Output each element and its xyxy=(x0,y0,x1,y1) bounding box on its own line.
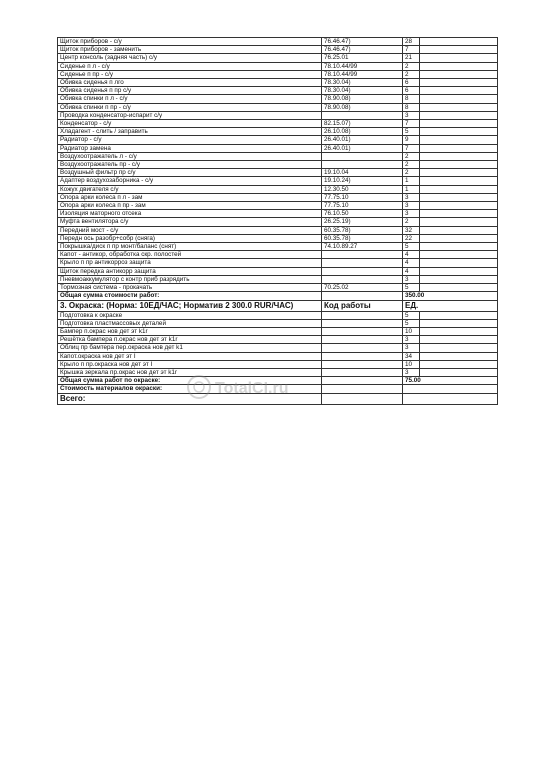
table-row xyxy=(58,103,498,111)
table-row xyxy=(58,267,498,275)
work-name-cell: Капот - антикор, обработка скр. полостей xyxy=(58,251,322,259)
work-units-cell: 2 xyxy=(403,169,420,177)
work-code-cell: 12.30.50 xyxy=(322,185,403,193)
watermark-text: TotalCI.ru xyxy=(215,380,289,397)
table-row xyxy=(58,161,498,169)
work-code-cell xyxy=(322,311,403,319)
work-name-cell: Подготовка пластмассовых деталей xyxy=(58,319,322,327)
work-extra-cell xyxy=(420,202,498,210)
paint-row xyxy=(58,368,498,376)
work-extra-cell xyxy=(420,368,498,376)
work-extra-cell xyxy=(420,284,498,292)
work-name-cell: Обивка сиденья п лго xyxy=(58,79,322,87)
work-extra-cell xyxy=(420,103,498,111)
work-units-cell: 2 xyxy=(403,152,420,160)
work-code-cell: 60.35.78) xyxy=(322,234,403,242)
work-name-cell: Пневмоаккумулятор с контр приб разрядить xyxy=(58,275,322,283)
work-extra-cell xyxy=(420,79,498,87)
work-code-cell: 78.90.08) xyxy=(322,103,403,111)
table-row xyxy=(58,193,498,201)
work-name-cell: Центр консоль (задняя часть) с/у xyxy=(58,54,322,62)
work-name-cell: Радиатор - с/у xyxy=(58,136,322,144)
grand-total-row xyxy=(58,393,498,404)
materials-row xyxy=(58,385,498,393)
work-extra-cell xyxy=(420,251,498,259)
table-row xyxy=(58,152,498,160)
work-name-cell: Воздушный фильтр пр с/у xyxy=(58,169,322,177)
work-name-cell: Обивка сиденья п пр с/у xyxy=(58,87,322,95)
materials-value xyxy=(403,385,498,393)
work-units-cell: 10 xyxy=(403,327,420,335)
work-units-cell: 3 xyxy=(403,210,420,218)
work-code-cell: 78.10.44/99 xyxy=(322,70,403,78)
work-extra-cell xyxy=(420,193,498,201)
table-row xyxy=(58,46,498,54)
work-name-cell: Изоляция маторного отсека xyxy=(58,210,322,218)
work-name-cell: Облиц пр бамтера пер.окраска нов дет k1 xyxy=(58,344,322,352)
work-units-cell: 3 xyxy=(403,111,420,119)
work-name-cell: Проводка конденсатор-испарит с/у xyxy=(58,111,322,119)
work-extra-cell xyxy=(420,161,498,169)
work-code-cell: 77.75.10 xyxy=(322,202,403,210)
work-code-cell xyxy=(322,336,403,344)
work-units-cell: 8 xyxy=(403,103,420,111)
work-code-cell: 76.25.01 xyxy=(322,54,403,62)
work-extra-cell xyxy=(420,267,498,275)
table-row xyxy=(58,54,498,62)
work-code-cell xyxy=(322,251,403,259)
work-name-cell: Опора арки колеса п л - зам xyxy=(58,193,322,201)
table-row xyxy=(58,70,498,78)
work-extra-cell xyxy=(420,152,498,160)
work-name-cell: Обивка спинки п л - с/у xyxy=(58,95,322,103)
work-units-cell: 7 xyxy=(403,46,420,54)
work-extra-cell xyxy=(420,95,498,103)
work-extra-cell xyxy=(420,275,498,283)
work-units-cell: 1 xyxy=(403,177,420,185)
works-table xyxy=(57,37,498,405)
work-code-cell xyxy=(322,111,403,119)
table-row xyxy=(58,202,498,210)
work-code-cell: 74.10.89.27 xyxy=(322,243,403,251)
table-row xyxy=(58,185,498,193)
table-row xyxy=(58,243,498,251)
work-name-cell: Крыло п пр антикорроз защита xyxy=(58,259,322,267)
work-units-cell: 3 xyxy=(403,336,420,344)
work-name-cell: Воздухоотражатель л - с/у xyxy=(58,152,322,160)
work-code-cell xyxy=(322,344,403,352)
work-extra-cell xyxy=(420,234,498,242)
work-code-cell: 76.46.47) xyxy=(322,46,403,54)
work-units-cell: 5 xyxy=(403,319,420,327)
paint-row xyxy=(58,336,498,344)
work-name-cell: Бампер п.окрас нов дет эт k1r xyxy=(58,327,322,335)
work-units-cell: 6 xyxy=(403,87,420,95)
table-row xyxy=(58,275,498,283)
work-units-cell: 2 xyxy=(403,218,420,226)
total-works-row xyxy=(58,292,498,300)
work-units-cell: 3 xyxy=(403,193,420,201)
work-extra-cell xyxy=(420,46,498,54)
table-row xyxy=(58,87,498,95)
total-works-value: 350.00 xyxy=(403,292,498,300)
work-code-cell xyxy=(322,360,403,368)
work-units-cell: 5 xyxy=(403,128,420,136)
table-row xyxy=(58,234,498,242)
work-extra-cell xyxy=(420,144,498,152)
work-code-cell xyxy=(322,352,403,360)
work-extra-cell xyxy=(420,136,498,144)
table-row xyxy=(58,210,498,218)
paint-total-row xyxy=(58,377,498,385)
work-name-cell: Передн ось разобр+собр (сняга) xyxy=(58,234,322,242)
grand-total-value xyxy=(403,393,498,404)
table-row xyxy=(58,259,498,267)
work-code-cell: 78.30.04) xyxy=(322,87,403,95)
work-extra-cell xyxy=(420,352,498,360)
work-code-cell: 70.25.02 xyxy=(322,284,403,292)
work-units-cell: 4 xyxy=(403,267,420,275)
work-code-cell: 78.30.04) xyxy=(322,79,403,87)
work-extra-cell xyxy=(420,319,498,327)
work-units-cell: 9 xyxy=(403,136,420,144)
work-units-cell: 4 xyxy=(403,259,420,267)
paint-row xyxy=(58,319,498,327)
work-code-cell: 76.10.50 xyxy=(322,210,403,218)
work-code-cell xyxy=(322,259,403,267)
work-code-cell: 82.15.07) xyxy=(322,120,403,128)
work-name-cell: Опора арки колеса п пр - зам xyxy=(58,202,322,210)
work-units-cell: 10 xyxy=(403,360,420,368)
work-extra-cell xyxy=(420,259,498,267)
work-extra-cell xyxy=(420,311,498,319)
paint-row xyxy=(58,327,498,335)
work-extra-cell xyxy=(420,87,498,95)
work-extra-cell xyxy=(420,54,498,62)
work-name-cell: Покрышка/диск п пр монт/баланс (снят) xyxy=(58,243,322,251)
work-units-cell: 3 xyxy=(403,344,420,352)
work-name-cell: Радиатор замена xyxy=(58,144,322,152)
work-extra-cell xyxy=(420,185,498,193)
table-row xyxy=(58,120,498,128)
work-code-cell: 26.40.01) xyxy=(322,136,403,144)
paint-total-value: 75.00 xyxy=(403,377,498,385)
table-row xyxy=(58,128,498,136)
table-row xyxy=(58,218,498,226)
work-name-cell: Капот.окраска нов дет эт I xyxy=(58,352,322,360)
work-name-cell: Сиденье п пр - с/у xyxy=(58,70,322,78)
work-code-cell: 78.90.08) xyxy=(322,95,403,103)
work-code-cell: 26.25.19) xyxy=(322,218,403,226)
table-row xyxy=(58,38,498,46)
work-units-cell: 28 xyxy=(403,38,420,46)
work-code-cell: 19.10.04 xyxy=(322,169,403,177)
work-extra-cell xyxy=(420,111,498,119)
work-code-cell: 78.10.44/99 xyxy=(322,62,403,70)
work-units-cell: 21 xyxy=(403,54,420,62)
work-name-cell: Щиток приборов - с/у xyxy=(58,38,322,46)
work-name-cell: Подготовка к окраске xyxy=(58,311,322,319)
work-units-cell: 3 xyxy=(403,275,420,283)
work-code-cell: 26.10.08) xyxy=(322,128,403,136)
work-units-cell: 1 xyxy=(403,185,420,193)
work-extra-cell xyxy=(420,243,498,251)
work-extra-cell xyxy=(420,169,498,177)
unit-header: ЕД. xyxy=(403,300,498,311)
work-code-cell xyxy=(322,152,403,160)
work-units-cell: 22 xyxy=(403,234,420,242)
work-extra-cell xyxy=(420,226,498,234)
work-extra-cell xyxy=(420,327,498,335)
work-extra-cell xyxy=(420,177,498,185)
work-name-cell: Щиток передка антикорр защита xyxy=(58,267,322,275)
grand-total-label: Всего: xyxy=(58,393,322,404)
work-extra-cell xyxy=(420,218,498,226)
work-units-cell: 3 xyxy=(403,202,420,210)
paint-total-label: Общая сумма работ по окраске: xyxy=(58,377,322,385)
table-row xyxy=(58,95,498,103)
document-page xyxy=(57,37,497,405)
table-row xyxy=(58,169,498,177)
work-name-cell: Щиток приборов - заменить xyxy=(58,46,322,54)
code-header: Код работы xyxy=(322,300,403,311)
paint-row xyxy=(58,344,498,352)
work-units-cell: 7 xyxy=(403,120,420,128)
work-extra-cell xyxy=(420,62,498,70)
work-extra-cell xyxy=(420,210,498,218)
table-row xyxy=(58,251,498,259)
work-code-cell: 26.40.01) xyxy=(322,144,403,152)
work-units-cell: 32 xyxy=(403,226,420,234)
work-name-cell: Адаптер воздухозаборника - с/у xyxy=(58,177,322,185)
section-3-title: 3. Окраска: (Норма: 10ЕД/ЧАС; Норматив 2 300.0 RUR/ЧАС) xyxy=(58,300,322,311)
work-code-cell xyxy=(322,267,403,275)
work-units-cell: 2 xyxy=(403,161,420,169)
materials-label: Стоимость материалов окраски: xyxy=(58,385,322,393)
work-name-cell: Конденсатор - с/у xyxy=(58,120,322,128)
work-units-cell: 5 xyxy=(403,243,420,251)
work-name-cell: Обивка спинки п пр - с/у xyxy=(58,103,322,111)
work-code-cell xyxy=(322,275,403,283)
work-name-cell: Воздухоотражатель пр - с/у xyxy=(58,161,322,169)
work-name-cell: Кожух двигателя с/у xyxy=(58,185,322,193)
work-name-cell: Тормозная система - прокачать xyxy=(58,284,322,292)
work-code-cell: 60.35.78) xyxy=(322,226,403,234)
table-row xyxy=(58,144,498,152)
work-name-cell: Муфта вентилятора с/у xyxy=(58,218,322,226)
work-extra-cell xyxy=(420,360,498,368)
work-code-cell xyxy=(322,368,403,376)
work-name-cell: Хладагент - слить / заправить xyxy=(58,128,322,136)
table-row xyxy=(58,79,498,87)
work-code-cell xyxy=(322,319,403,327)
work-units-cell: 4 xyxy=(403,251,420,259)
work-units-cell: 5 xyxy=(403,284,420,292)
work-units-cell: 5 xyxy=(403,311,420,319)
table-row xyxy=(58,62,498,70)
work-units-cell: 7 xyxy=(403,144,420,152)
work-units-cell: 2 xyxy=(403,70,420,78)
work-units-cell: 3 xyxy=(403,368,420,376)
work-name-cell: Крыло п пр.окраска нов дет эт I xyxy=(58,360,322,368)
work-extra-cell xyxy=(420,344,498,352)
paint-row xyxy=(58,311,498,319)
work-extra-cell xyxy=(420,120,498,128)
work-units-cell: 6 xyxy=(403,79,420,87)
section-3-header xyxy=(58,300,498,311)
work-code-cell xyxy=(322,327,403,335)
work-extra-cell xyxy=(420,38,498,46)
table-row xyxy=(58,284,498,292)
work-code-cell xyxy=(322,161,403,169)
work-extra-cell xyxy=(420,128,498,136)
work-code-cell: 19.10.24) xyxy=(322,177,403,185)
work-units-cell: 8 xyxy=(403,95,420,103)
work-extra-cell xyxy=(420,70,498,78)
table-row xyxy=(58,177,498,185)
work-name-cell: Крышка зеркала пр.окрас нов дет эт k1r xyxy=(58,368,322,376)
work-code-cell: 77.75.10 xyxy=(322,193,403,201)
work-units-cell: 2 xyxy=(403,62,420,70)
work-name-cell: Передний мост - с/у xyxy=(58,226,322,234)
paint-row xyxy=(58,352,498,360)
table-row xyxy=(58,111,498,119)
table-row xyxy=(58,226,498,234)
work-code-cell: 76.46.47) xyxy=(322,38,403,46)
work-units-cell: 34 xyxy=(403,352,420,360)
total-works-label: Общая сумма стоимости работ: xyxy=(58,292,322,300)
table-row xyxy=(58,136,498,144)
work-name-cell: Решётка бампера п.окрас нов дет эт k1r xyxy=(58,336,322,344)
paint-row xyxy=(58,360,498,368)
work-extra-cell xyxy=(420,336,498,344)
work-name-cell: Сиденье п л - с/у xyxy=(58,62,322,70)
